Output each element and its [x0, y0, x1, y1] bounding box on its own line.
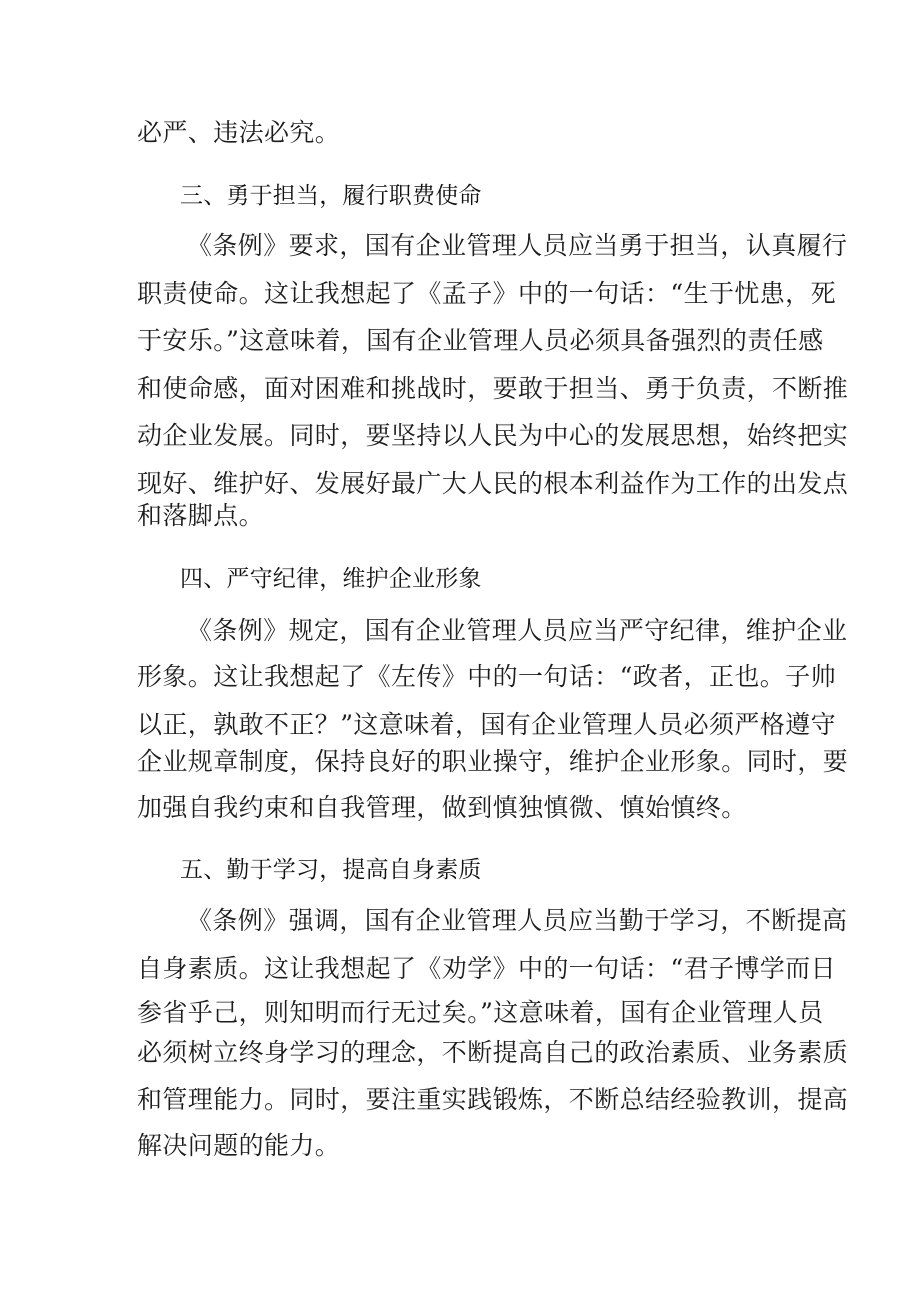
section-heading: 三、勇于担当，履行职费使命: [180, 183, 482, 209]
paragraph-line: 必须树立终身学习的理念，不断提高自己的政治素质、业务素质: [137, 1038, 849, 1067]
paragraph-line: 解决问题的能力。: [137, 1131, 341, 1160]
paragraph-line: 现好、维护好、发展好最广大人民的根本利益作为工作的出发点: [137, 469, 849, 498]
paragraph-line: 自身素质。这让我想起了《劝学》中的一句话：“君子博学而日: [137, 954, 836, 983]
paragraph-line: 和使命感，面对困难和挑战时，要敢于担当、勇于负责，不断推: [137, 374, 849, 403]
paragraph-line: 《条例》规定，国有企业管理人员应当严守纪律，维护企业: [187, 616, 848, 645]
paragraph-line: 于安乐。”这意味着，国有企业管理人员必须具备强烈的责任感: [137, 326, 824, 355]
paragraph-line: 《条例》强调，国有企业管理人员应当勤于学习，不断提高: [187, 906, 848, 935]
paragraph-line: 加强自我约束和自我管理，做到慎独慎微、慎始慎终。: [137, 793, 747, 822]
paragraph-line: 必严、违法必究。: [137, 118, 341, 147]
paragraph-line: 动企业发展。同时，要坚持以人民为中心的发展思想，始终把实: [137, 421, 849, 450]
paragraph-line: 《条例》要求，国有企业管理人员应当勇于担当，认真履行: [187, 231, 848, 260]
paragraph-line: 参省乎己，则知明而行无过矣。”这意味着，国有企业管理人员: [137, 998, 824, 1027]
paragraph-line: 形象。这让我想起了《左传》中的一句话：“政者，正也。子帅: [137, 662, 836, 691]
paragraph-line: 职责使命。这让我想起了《孟子》中的一句话：“生于忧患，死: [137, 279, 836, 308]
paragraph-line: 和管理能力。同时，要注重实践锻炼，不断总结经验教训，提高: [137, 1085, 849, 1114]
paragraph-line: 以正，孰敢不正？”这意味着，国有企业管理人员必须严格遵守: [137, 710, 836, 739]
paragraph-line: 企业规章制度，保持良好的职业操守，维护企业形象。同时，要: [137, 747, 849, 776]
section-heading: 五、勤于学习，提高自身素质: [180, 857, 482, 883]
section-heading: 四、严守纪律，维护企业形象: [180, 566, 482, 592]
paragraph-line: 和落脚点。: [137, 501, 265, 530]
